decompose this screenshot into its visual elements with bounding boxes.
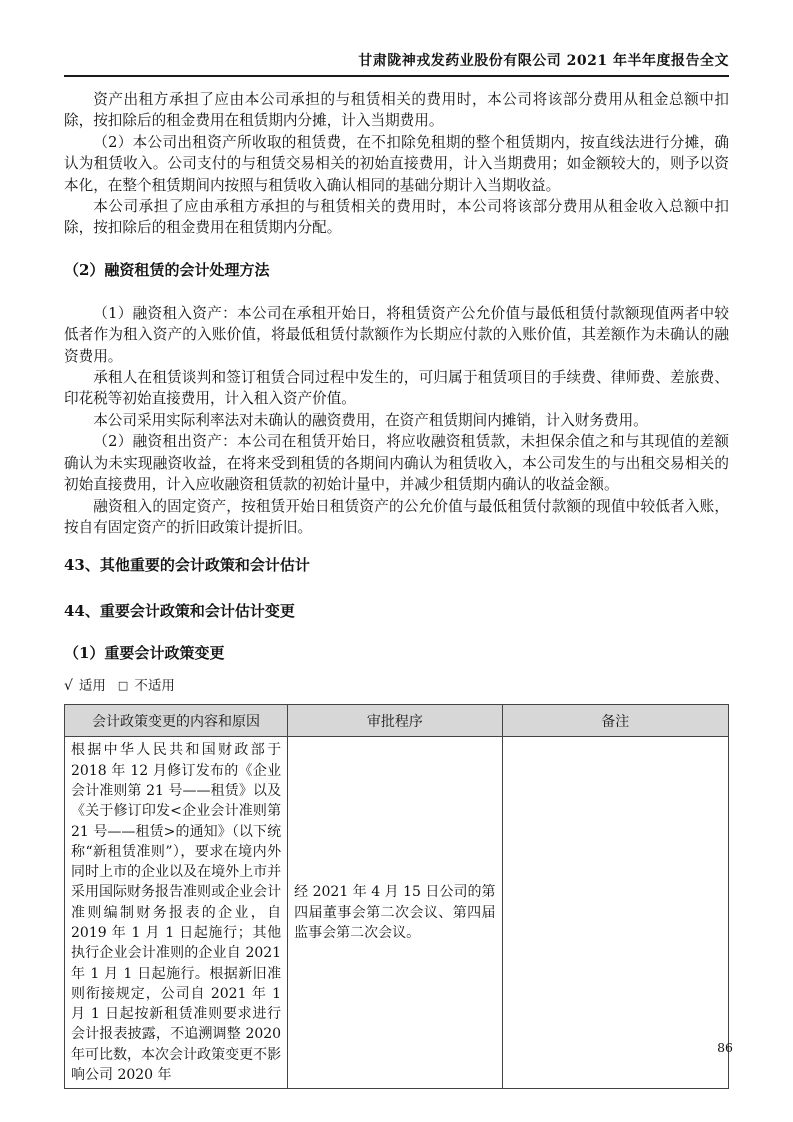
table-header-row [65, 705, 729, 737]
section-heading-44-1: （1）重要会计政策变更 [64, 644, 225, 663]
page-number: 86 [717, 1040, 733, 1055]
paragraph-initial-direct-costs: 承租人在租赁谈判和签订租赁合同过程中发生的，可归属于租赁项目的手续费、律师费、差旅费、印花税等初始直接费用，计入租入资产价值。 [64, 369, 729, 408]
paragraph-effective-interest: 本公司采用实际利率法对未确认的融资费用，在资产租赁期间内摊销，计入财务费用。 [93, 411, 648, 429]
not-applicable-label: 不适用 [134, 678, 175, 695]
paragraph-lessee-expense: 本公司承担了应由承租方承担的与租赁相关的费用时，本公司将该部分费用从租金收入总额中扣除，按扣除后的租金费用在租赁期内分配。 [64, 198, 729, 237]
page-footer [717, 1040, 733, 1055]
paragraph-finance-leased-fixed-assets: 融资租入的固定资产，按租赁开始日租赁资产的公允价值与最低租赁付款额的现值中较低者入账，按自有固定资产的折旧政策计提折旧。 [64, 497, 729, 536]
table-row [65, 737, 729, 1089]
paragraph-finance-lease-out: （2）融资租出资产：本公司在租赁开始日，将应收融资租赁款，未担保余值之和与其现值的差额确认为未实现融资收益，在将来受到租赁的各期间内确认为租赁收入，本公司发生的与出租交易相关的初始直接费用，计入应收融资租赁款的初始计量中，并减少租赁期内确认的收益金额。 [64, 433, 729, 494]
policy-change-table [64, 704, 729, 1089]
header-cell-remark: 备注 [502, 705, 728, 737]
checkbox-empty-icon: □ [117, 679, 129, 693]
section-heading-44: 44、重要会计政策和会计估计变更 [64, 602, 295, 621]
header-cell-approval: 审批程序 [288, 705, 502, 737]
cell-approval: 经 2021 年 4 月 15 日公司的第四届董事会第二次会议、第四届监事会第二次会议。 [288, 737, 502, 1089]
applicable-label: 适用 [78, 678, 106, 695]
paragraph-lessor-expense: 资产出租方承担了应由本公司承担的与租赁相关的费用时，本公司将该部分费用从租金总额中扣除，按扣除后的租金费用在租赁期内分摊，计入当期费用。 [64, 91, 729, 130]
paragraph-operating-lease-out: （2）本公司出租资产所收取的租赁费，在不扣除免租期的整个租赁期内，按直线法进行分摊，确认为租赁收入。公司支付的与租赁交易相关的初始直接费用，计入当期费用；如金额较大的，则予以资本化，在整个租赁期间内按照与租赁收入确认相同的基础分期计入当期收益。 [64, 133, 729, 194]
header-cell-content-reason: 会计政策变更的内容和原因 [65, 705, 288, 737]
cell-remark [502, 737, 728, 1089]
cell-content-reason: 根据中华人民共和国财政部于 2018 年 12 月修订发布的《企业会计准则第 21 号——租赁》以及《关于修订印发<企业会计准则第 21 号——租赁>的通知》（以下统称“新租赁准则”），要求在境内外同时上市的企业以及在境外上市并采用国际财务报告准则或企业会计准则编制财务报表的企业，自 2019 年 1 月 1 日起施行；其他执行企业会计准则的企业自 2021 年 1 月 1 日起施行。根据新旧准则衔接规定，公司自 2021 年 1 月 1 日起按新租赁准则要求进行会计报表披露，不追溯调整 2020 年可比数，本次会计政策变更不影响公司 2020 年 [65, 737, 288, 1089]
applicability-line [64, 677, 729, 696]
page-content [64, 89, 729, 1089]
finance-lease-section [64, 303, 729, 538]
section-heading-43: 43、其他重要的会计政策和会计估计 [64, 556, 310, 575]
section-heading-finance-lease: （2）融资租赁的会计处理方法 [64, 260, 270, 279]
operating-lease-section [64, 89, 729, 239]
report-title: 甘肃陇神戎发药业股份有限公司 2021 年半年度报告全文 [358, 53, 729, 69]
paragraph-finance-lease-in: （1）融资租入资产：本公司在承租开始日，将租赁资产公允价值与最低租赁付款额现值两者中较低者作为租入资产的入账价值，将最低租赁付款额作为长期应付款的入账价值，其差额作为未确认的融资费用。 [64, 304, 729, 365]
page-header [64, 0, 729, 77]
check-mark-icon: √ [64, 678, 73, 695]
